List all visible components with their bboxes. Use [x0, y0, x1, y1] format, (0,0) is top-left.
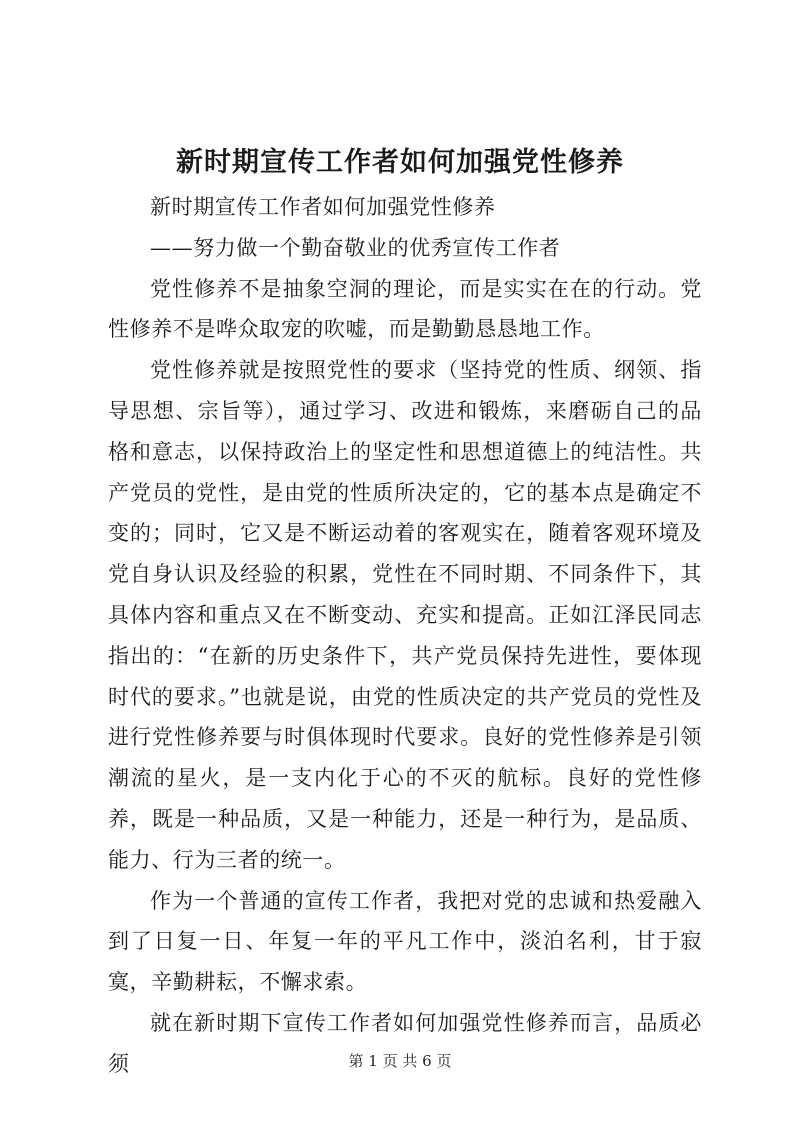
- document-title: 新时期宣传工作者如何加强党性修养: [176, 147, 624, 178]
- body-paragraph: 党性修养不是抽象空洞的理论，而是实实在在的行动。党性修养不是哗众取宠的吹嘘，而是勤勤恳恳地工作。: [108, 276, 702, 342]
- tagline-line: ——努力做一个勤奋敬业的优秀宣传工作者: [150, 235, 561, 260]
- page-number-footer: 第 1 页 共 6 页: [348, 1052, 452, 1070]
- document-body: [108, 187, 702, 1085]
- body-paragraph: 作为一个普通的宣传工作者，我把对党的忠诚和热爱融入到了日复一日、年复一年的平凡工作中，淡泊名利，甘于寂寞，辛勤耕耘，不懈求索。: [108, 888, 702, 995]
- subtitle-line: 新时期宣传工作者如何加强党性修养: [150, 195, 496, 219]
- body-paragraph: 党性修养就是按照党性的要求（坚持党的性质、纲领、指导思想、宗旨等），通过学习、改进和锻炼，来磨砺自己的品格和意志，以保持政治上的坚定性和思想道德上的纯洁性。共产党员的党性，是由党的性质所决定的，它的基本点是确定不变的；同时，它又是不断运动着的客观实在，随着客观环境及党自身认识及经验的积累，党性在不同时期、不同条件下，其具体内容和重点又在不断变动、充实和提高。正如江泽民同志指出的：“在新的历史条件下，共产党员保持先进性，要体现时代的要求。”也就是说，由党的性质决定的共产党员的党性及进行党性修养要与时俱体现时代要求。良好的党性修养是引领潮流的星火，是一支内化于心的不灭的航标。良好的党性修养，既是一种品质，又是一种能力，还是一种行为，是品质、能力、行为三者的统一。: [108, 358, 702, 872]
- body-paragraph: 就在新时期下宣传工作者如何加强党性修养而言，品质必须: [108, 1010, 702, 1076]
